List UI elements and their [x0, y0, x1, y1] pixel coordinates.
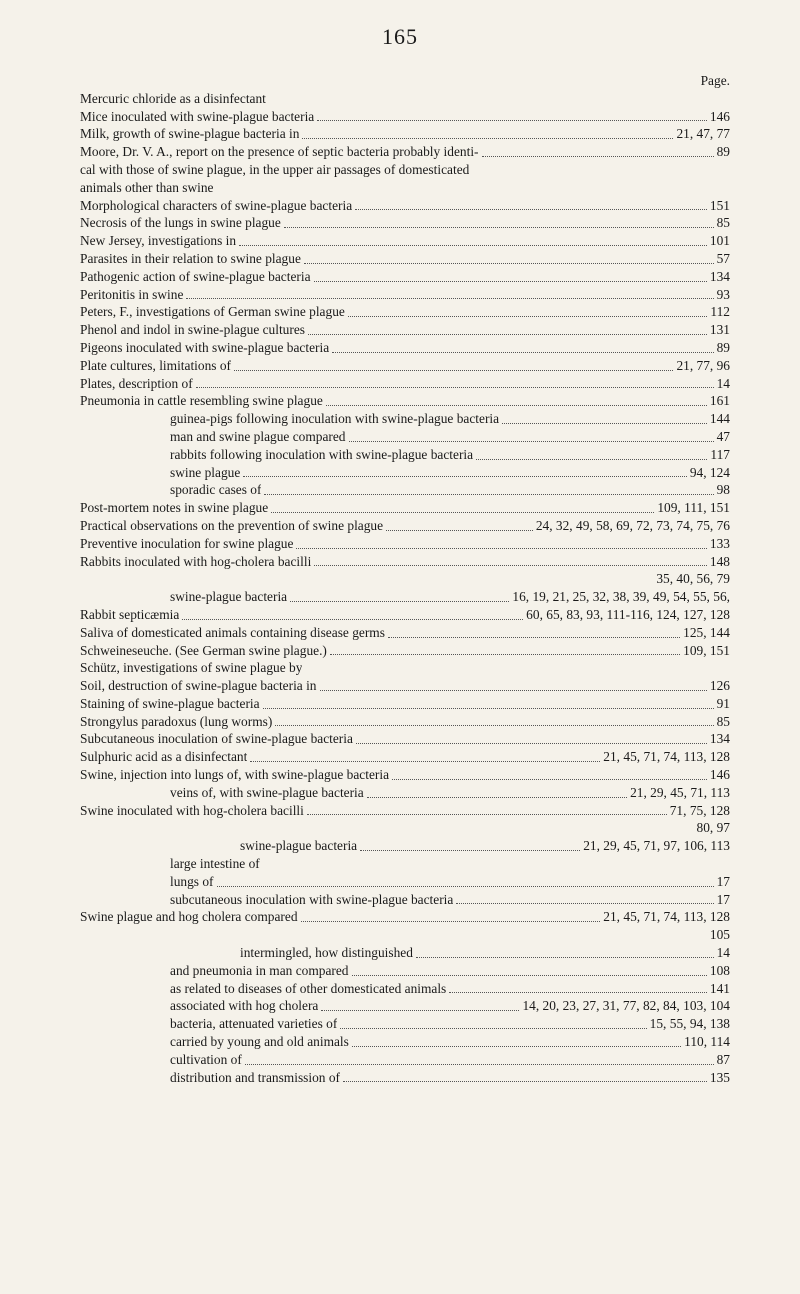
leader-dots [301, 921, 601, 922]
index-entry [80, 303, 730, 321]
entry-pages: 135 [709, 1069, 730, 1085]
entry-text: Swine, injection into lungs of, with swine-plague bacteria [80, 767, 390, 783]
entry-pages: 131 [709, 322, 730, 338]
index-entry [80, 624, 730, 642]
entry-text: Rabbits inoculated with hog-cholera bacilli [80, 553, 312, 569]
index-entry [80, 464, 730, 482]
leader-dots [386, 530, 533, 531]
index-entry [80, 125, 730, 143]
leader-dots [392, 779, 707, 780]
leader-dots [239, 245, 707, 246]
entry-text: Swine inoculated with hog-cholera bacilli [80, 802, 304, 818]
index-entry [80, 1051, 730, 1069]
entry-text: Phenol and indol in swine-plague cultures [80, 322, 305, 338]
leader-dots [263, 708, 714, 709]
entry-pages: 94, 124 [689, 464, 730, 480]
entry-pages: 21, 45, 71, 74, 113, 128 [603, 909, 730, 925]
leader-dots [264, 494, 713, 495]
entry-text: carried by young and old animals [170, 1034, 349, 1050]
entry-text: subcutaneous inoculation with swine-plague bacteria [170, 891, 454, 907]
leader-dots [243, 476, 687, 477]
entry-pages: 87 [716, 1051, 730, 1067]
leader-dots [308, 334, 707, 335]
entry-pages: 16, 19, 21, 25, 32, 38, 39, 49, 54, 55, 56, [512, 589, 730, 605]
index-entry [80, 766, 730, 784]
entry-pages: 148 [709, 553, 730, 569]
index-entry [80, 268, 730, 286]
entry-pages: 71, 75, 128 [669, 802, 730, 818]
entry-pages: 134 [709, 731, 730, 747]
entry-pages: 109, 111, 151 [657, 500, 730, 516]
entry-text: bacteria, attenuated varieties of [170, 1016, 338, 1032]
entry-pages: 35, 40, 56, 79 [656, 571, 730, 587]
entry-text: Mercuric chloride as a disinfectant [80, 90, 266, 106]
index-entry [80, 784, 730, 802]
entry-pages: 14, 20, 23, 27, 31, 77, 82, 84, 103, 104 [522, 998, 730, 1014]
index-entry [80, 855, 730, 873]
leader-dots [355, 209, 707, 210]
entry-pages: 17 [716, 873, 730, 889]
entry-pages: 146 [709, 767, 730, 783]
leader-dots [250, 761, 600, 762]
entry-pages: 21, 77, 96 [676, 357, 730, 373]
entry-pages: 89 [716, 144, 730, 160]
entry-text: Rabbit septicæmia [80, 606, 180, 622]
entry-text: Moore, Dr. V. A., report on the presence of septic bacteria probably identi- [80, 144, 479, 160]
index-entry [80, 90, 730, 108]
entry-text: Peritonitis in swine [80, 286, 184, 302]
entry-pages: 133 [709, 535, 730, 551]
index-entry [80, 997, 730, 1015]
index-entry [80, 873, 730, 891]
leader-dots [275, 725, 713, 726]
entry-pages: 117 [710, 446, 730, 462]
entry-pages: 98 [716, 482, 730, 498]
entry-text: Schweineseuche. (See German swine plague.) [80, 642, 327, 658]
leader-dots [332, 352, 713, 353]
index-entries [80, 72, 730, 1086]
entry-pages: 21, 29, 45, 71, 97, 106, 113 [583, 838, 730, 854]
entry-pages: 21, 45, 71, 74, 113, 128 [603, 749, 730, 765]
entry-text: Staining of swine-plague bacteria [80, 695, 260, 711]
entry-pages: 15, 55, 94, 138 [649, 1016, 730, 1032]
entry-pages: 85 [716, 713, 730, 729]
entry-text: Pigeons inoculated with swine-plague bacteria [80, 339, 330, 355]
entry-pages: 89 [716, 339, 730, 355]
entry-text: man and swine plague compared [170, 428, 346, 444]
index-entry [80, 214, 730, 232]
entry-text: Swine plague and hog cholera compared [80, 909, 298, 925]
entry-text: Peters, F., investigations of German swine plague [80, 304, 345, 320]
column-header: Page. [700, 73, 730, 88]
index-entry [80, 588, 730, 606]
index-entry [80, 161, 730, 179]
leader-dots [186, 298, 713, 299]
entry-text: Pneumonia in cattle resembling swine plague [80, 393, 323, 409]
entry-pages: 47 [716, 428, 730, 444]
entry-pages: 112 [710, 304, 730, 320]
entry-text: distribution and transmission of [170, 1069, 340, 1085]
entry-text: Morphological characters of swine-plague bacteria [80, 197, 353, 213]
entry-text: animals other than swine [80, 179, 214, 195]
entry-text: swine-plague bacteria [170, 589, 288, 605]
leader-dots [321, 1010, 519, 1011]
entry-pages: 85 [716, 215, 730, 231]
index-entry [80, 535, 730, 553]
entry-text: sporadic cases of [170, 482, 262, 498]
leader-dots [182, 619, 523, 620]
entry-text: intermingled, how distinguished [240, 945, 413, 961]
entry-text: guinea-pigs following inoculation with swine-plague bacteria [170, 411, 500, 427]
leader-dots [476, 459, 707, 460]
index-entry [80, 392, 730, 410]
page-number: 165 [382, 24, 418, 49]
leader-dots [314, 281, 707, 282]
entry-text: Mice inoculated with swine-plague bacteria [80, 108, 315, 124]
entry-text: rabbits following inoculation with swine-plague bacteria [170, 446, 474, 462]
entry-pages: 14 [716, 945, 730, 961]
index-entry [80, 819, 730, 837]
index-entry [80, 1069, 730, 1087]
entry-pages: 21, 29, 45, 71, 113 [630, 784, 730, 800]
index-entry [80, 179, 730, 197]
index-entry [80, 375, 730, 393]
index-entry [80, 962, 730, 980]
leader-dots [271, 512, 654, 513]
entry-text: veins of, with swine-plague bacteria [170, 784, 364, 800]
index-entry [80, 730, 730, 748]
index-entry [80, 1033, 730, 1051]
leader-dots [304, 263, 714, 264]
entry-text: Schütz, investigations of swine plague by [80, 660, 303, 676]
leader-dots [349, 441, 714, 442]
leader-dots [307, 814, 667, 815]
entry-pages: 146 [709, 108, 730, 124]
leader-dots [482, 156, 714, 157]
entry-pages: 109, 151 [683, 642, 730, 658]
leader-dots [320, 690, 707, 691]
entry-text: and pneumonia in man compared [170, 962, 349, 978]
index-entry [80, 908, 730, 926]
leader-dots [302, 138, 673, 139]
entry-text: associated with hog cholera [170, 998, 319, 1014]
entry-text: Subcutaneous inoculation of swine-plague bacteria [80, 731, 353, 747]
leader-dots [284, 227, 714, 228]
index-entry [80, 802, 730, 820]
entry-text: Strongylus paradoxus (lung worms) [80, 713, 273, 729]
index-entry [80, 410, 730, 428]
index-entry [80, 143, 730, 161]
entry-text: New Jersey, investigations in [80, 233, 237, 249]
index-entry [80, 642, 730, 660]
index-entry [80, 1015, 730, 1033]
index-entry [80, 499, 730, 517]
entry-text: Plates, description of [80, 375, 193, 391]
index-entry [80, 339, 730, 357]
index-entry [80, 197, 730, 215]
leader-dots [290, 601, 509, 602]
entry-pages: 80, 97 [696, 820, 730, 836]
entry-text: Post-mortem notes in swine plague [80, 500, 269, 516]
leader-dots [352, 975, 707, 976]
entry-pages: 17 [716, 891, 730, 907]
entry-text: Necrosis of the lungs in swine plague [80, 215, 281, 231]
entry-pages: 126 [709, 678, 730, 694]
leader-dots [356, 743, 707, 744]
entry-pages: 108 [709, 962, 730, 978]
entry-text: Saliva of domesticated animals containing disease germs [80, 624, 385, 640]
leader-dots [217, 886, 714, 887]
entry-text: Soil, destruction of swine-plague bacteria in [80, 678, 317, 694]
entry-text: Milk, growth of swine-plague bacteria in [80, 126, 300, 142]
entry-pages: 125, 144 [683, 624, 730, 640]
index-entry [80, 286, 730, 304]
leader-dots [416, 957, 714, 958]
leader-dots [340, 1028, 646, 1029]
index-entry [80, 713, 730, 731]
entry-text: large intestine of [170, 856, 260, 872]
leader-dots [314, 565, 707, 566]
entry-pages: 144 [709, 411, 730, 427]
index-entry [80, 553, 730, 571]
entry-pages: 161 [709, 393, 730, 409]
entry-text: Practical observations on the prevention of swine plague [80, 517, 384, 533]
leader-dots [449, 992, 707, 993]
leader-dots [330, 654, 680, 655]
entry-text: Sulphuric acid as a disinfectant [80, 749, 248, 765]
entry-pages: 57 [716, 250, 730, 266]
index-entry [80, 695, 730, 713]
entry-pages: 110, 114 [684, 1034, 730, 1050]
entry-text: Preventive inoculation for swine plague [80, 535, 294, 551]
leader-dots [317, 120, 707, 121]
leader-dots [502, 423, 707, 424]
leader-dots [360, 850, 580, 851]
leader-dots [326, 405, 707, 406]
index-entry [80, 891, 730, 909]
leader-dots [234, 370, 673, 371]
index-entry [80, 428, 730, 446]
entry-pages: 60, 65, 83, 93, 111-116, 124, 127, 128 [526, 606, 730, 622]
index-entry [80, 321, 730, 339]
entry-pages: 151 [709, 197, 730, 213]
entry-pages: 105 [709, 927, 730, 943]
entry-pages: 24, 32, 49, 58, 69, 72, 73, 74, 75, 76 [535, 517, 730, 533]
index-entry [80, 250, 730, 268]
entry-pages: 141 [709, 980, 730, 996]
entry-text: cal with those of swine plague, in the upper air passages of domesticated [80, 161, 470, 177]
entry-pages: 14 [716, 375, 730, 391]
index-entry [80, 944, 730, 962]
index-entry [80, 357, 730, 375]
entry-text: swine plague [170, 464, 241, 480]
leader-dots [196, 387, 714, 388]
index-entry [80, 659, 730, 677]
entry-text: Parasites in their relation to swine plague [80, 250, 301, 266]
entry-text: lungs of [170, 873, 214, 889]
leader-dots [348, 316, 708, 317]
index-entry [80, 570, 730, 588]
index-entry [80, 108, 730, 126]
entry-pages: 93 [716, 286, 730, 302]
leader-dots [367, 797, 627, 798]
index-entry [80, 926, 730, 944]
entry-pages: 21, 47, 77 [676, 126, 730, 142]
index-entry [80, 517, 730, 535]
leader-dots [388, 637, 680, 638]
index-entry [80, 677, 730, 695]
index-entry [80, 980, 730, 998]
index-entry [80, 481, 730, 499]
index-entry [80, 232, 730, 250]
index-entry [80, 837, 730, 855]
entry-text: swine-plague bacteria [240, 838, 358, 854]
leader-dots [343, 1081, 707, 1082]
index-entry [80, 446, 730, 464]
entry-pages: 101 [709, 233, 730, 249]
leader-dots [456, 903, 713, 904]
leader-dots [245, 1064, 714, 1065]
index-entry [80, 606, 730, 624]
entry-pages: 134 [709, 268, 730, 284]
entry-pages: 91 [716, 695, 730, 711]
entry-text: as related to diseases of other domesticated animals [170, 980, 447, 996]
leader-dots [296, 548, 706, 549]
index-entry [80, 748, 730, 766]
entry-text: Plate cultures, limitations of [80, 357, 231, 373]
leader-dots [352, 1046, 681, 1047]
entry-text: Pathogenic action of swine-plague bacteria [80, 268, 311, 284]
entry-text: cultivation of [170, 1051, 242, 1067]
